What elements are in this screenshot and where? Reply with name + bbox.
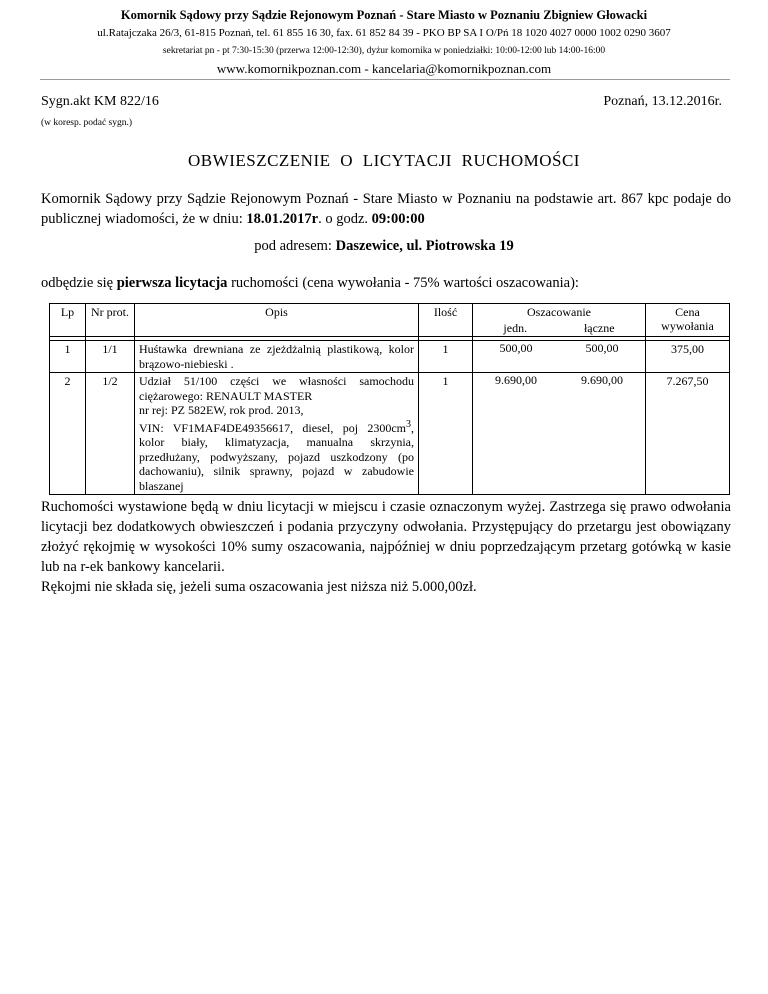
- col-lp: Lp: [50, 304, 86, 337]
- opis-line-2: nr rej: PZ 582EW, rok prod. 2013,: [139, 403, 304, 417]
- auction-time: 09:00:00: [371, 211, 425, 227]
- col-opis: Opis: [135, 304, 419, 337]
- row-lp: 1: [50, 341, 86, 373]
- opis-line-1: Udział 51/100 części we własności samochodu ciężarowego: RENAULT MASTER: [139, 374, 414, 403]
- opis-line-3b: , kolor biały, klimatyzacja, manualna skrzynia, przedłużany, podwyższany, pojazd uszkodzony (po dachowaniu), silnik sprawny, pojazd w zabudowie blaszanej: [139, 420, 414, 493]
- row-cena: 7.267,50: [646, 373, 730, 495]
- row-opis: [135, 373, 419, 495]
- office-website: www.komornikpoznan.com - kancelaria@komornikpoznan.com: [216, 61, 552, 76]
- col-laczne: łączne: [583, 321, 615, 335]
- table-row: [50, 373, 730, 495]
- row-cena: 375,00: [646, 341, 730, 373]
- document-title: OBWIESZCZENIE O LICYTACJI RUCHOMOŚCI: [188, 151, 580, 170]
- announce-text: odbędzie się: [41, 275, 117, 291]
- auction-address: Daszewice, ul. Piotrowska 19: [335, 238, 514, 254]
- intro-text: Komornik Sądowy przy Sądzie Rejonowym Poznań - Stare Miasto w Poznaniu na podstawie art. 867 kpc podaje do publicznej wiadomości, że w dniu:: [41, 191, 731, 227]
- auction-address-line: [0, 238, 768, 255]
- row-ilosc: 1: [419, 373, 473, 495]
- bailiff-name: Komornik Sądowy przy Sądzie Rejonowym Poznań - Stare Miasto w Poznaniu Zbigniew Głowacki: [120, 8, 648, 22]
- auction-date: 18.01.2017r: [246, 211, 319, 227]
- col-nr: Nr prot.: [86, 304, 135, 337]
- address-prefix: pod adresem:: [254, 238, 336, 254]
- place-date: Poznań, 13.12.2016r.: [603, 94, 722, 109]
- items-table: [49, 303, 730, 495]
- row-laczne: 9.690,00: [581, 373, 623, 387]
- row-jedn: 9.690,00: [495, 373, 537, 387]
- office-hours: sekretariat pn - pt 7:30-15:30 (przerwa 12:00-12:30), dyżur komornika w poniedziałki: 10:00-12:00 lub 14:00-16:00: [162, 46, 606, 56]
- opis-superscript: 3: [406, 418, 411, 430]
- row-opis: Huśtawka drewniana ze zjeżdżalnią plastikową, kolor brązowo-niebieski .: [135, 341, 419, 373]
- footer-paragraph-1: Ruchomości wystawione będą w dniu licytacji w miejscu i czasie oznaczonym wyżej. Zastrzega się prawo odwołania licytacji bez dodatkowych obwieszczeń i podania przyczyny odwołania. Przystępujący do przetargu jest obowiązany złożyć rękojmię w wysokości 10% sumy oszacowania, najpóźniej w dniu poprzedzającym przetarg gotówką w kasie lub na r-ek bankowy kancelarii.: [41, 499, 731, 575]
- table-header-row: [50, 304, 730, 337]
- row-lp: 2: [50, 373, 86, 495]
- col-ilosc: Ilość: [419, 304, 473, 337]
- row-laczne: 500,00: [585, 341, 619, 355]
- announce-text-2: ruchomości (cena wywołania - 75% wartości oszacowania):: [227, 275, 579, 291]
- office-address: ul.Ratajczaka 26/3, 61-815 Poznań, tel. 61 855 16 30, fax. 61 852 84 39 - PKO BP SA I O/Pń 18 1020 4027 0000 1002 0290 3607: [97, 27, 671, 39]
- footer-text: [41, 497, 731, 597]
- case-signature: Sygn.akt KM 822/16: [41, 94, 159, 109]
- col-oszacowanie: [473, 304, 646, 337]
- intro-text-2: . o godz.: [318, 211, 372, 227]
- row-oszacowanie: [473, 341, 646, 373]
- col-oszacowanie-label: Oszacowanie: [527, 305, 591, 319]
- footer-paragraph-2: Rękojmi nie składa się, jeżeli suma oszacowania jest niższa niż 5.000,00zł.: [41, 579, 477, 595]
- intro-paragraph: [41, 189, 731, 229]
- auction-type: pierwsza licytacja: [116, 275, 228, 291]
- row-nr: 1/2: [86, 373, 135, 495]
- signature-note: (w koresp. podać sygn.): [41, 118, 133, 128]
- table-row: [50, 341, 730, 373]
- row-ilosc: 1: [419, 341, 473, 373]
- col-jedn: jedn.: [503, 321, 528, 335]
- col-cena: Cena wywołania: [646, 304, 730, 337]
- row-jedn: 500,00: [499, 341, 533, 355]
- row-nr: 1/1: [86, 341, 135, 373]
- auction-announcement: [41, 275, 731, 292]
- row-oszacowanie: [473, 373, 646, 495]
- opis-line-3: VIN: VF1MAF4DE49356617, diesel, poj 2300cm: [139, 420, 406, 435]
- header-divider: [40, 79, 730, 80]
